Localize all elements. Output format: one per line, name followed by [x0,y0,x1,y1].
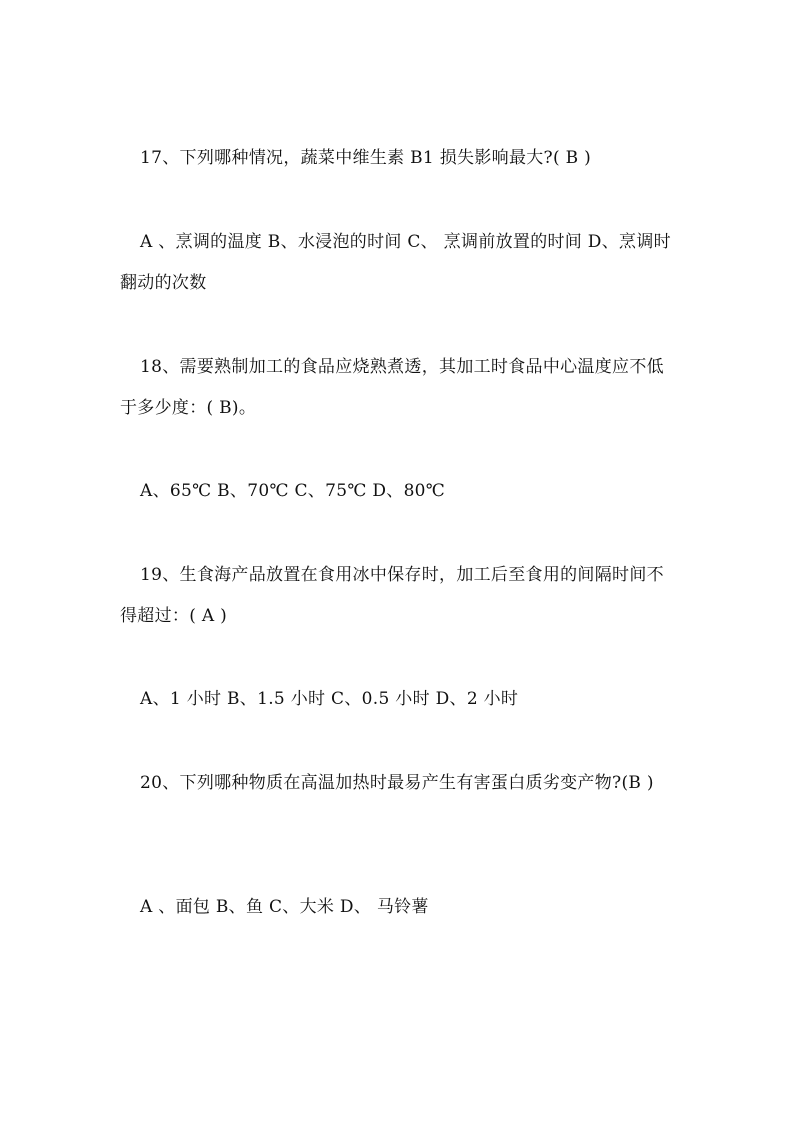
question-19-options: A、1 小时 B、1.5 小时 C、0.5 小时 D、2 小时 [140,689,519,709]
question-20-options: A 、面包 B、鱼 C、大米 D、 马铃薯 [140,897,429,917]
question-17-options: A 、烹调的温度 B、水浸泡的时间 C、 烹调前放置的时间 D、烹调时翻动的次数 [120,232,671,293]
question-18: 18、需要熟制加工的食品应烧熟煮透，其加工时食品中心温度应不低于多少度：( B)。 [120,357,664,418]
question-18-options: A、65℃ B、70℃ C、75℃ D、80℃ [140,481,446,501]
question-17: 17、下列哪种情况，蔬菜中维生素 B1 损失影响最大?( B ) [140,148,592,168]
question-20: 20、下列哪种物质在高温加热时最易产生有害蛋白质劣变产物?(B ) [140,773,654,793]
question-19: 19、生食海产品放置在食用冰中保存时，加工后至食用的间隔时间不得超过：( A ) [120,565,664,626]
